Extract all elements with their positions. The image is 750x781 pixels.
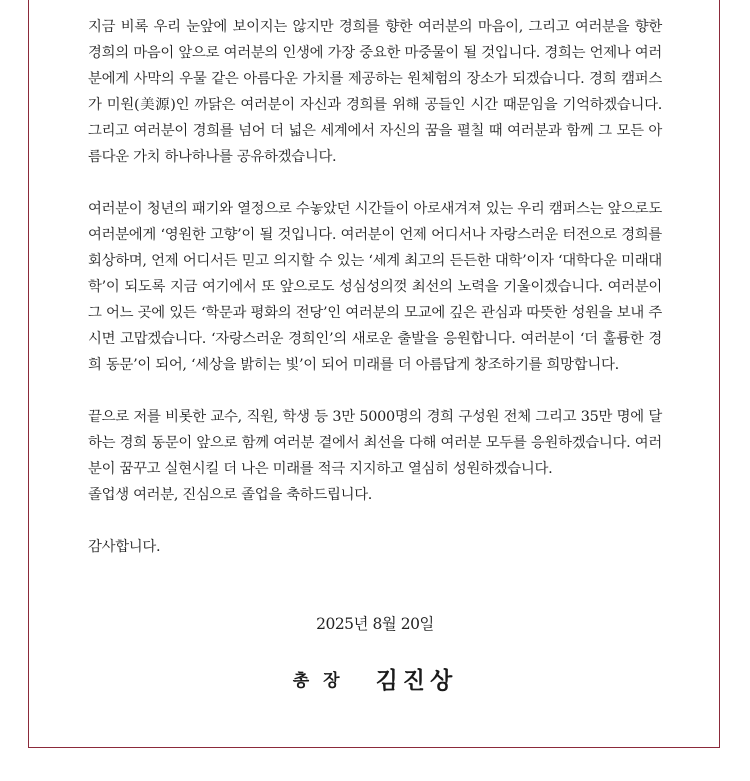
letter-date: 2025년 8월 20일: [316, 615, 434, 633]
paragraph-1: 지금 비록 우리 눈앞에 보이지는 않지만 경희를 향한 여러분의 마음이, 그리고 여러분을 향한 경희의 마음이 앞으로 여러분의 인생에 가장 중요한 마중물이 될 것입니다. 경희는 언제나 여러분에게 사막의 우물 같은 아름다운 가치를 제공하는 원체험의 장소가 되겠습니다. 경희 캠퍼스가 미원(美源)인 까닭은 여러분이 자신과 경희를 위해 공들인 시간 때문임을 기억하겠습니다. 그리고 여러분이 경희를 넘어 더 넓은 세계에서 자신의 꿈을 펼칠 때 여러분과 함께 그 모든 아름다운 가치 하나하나를 공유하겠습니다.: [88, 19, 662, 165]
paragraph-2: 여러분이 청년의 패기와 열정으로 수놓았던 시간들이 아로새겨져 있는 우리 캠퍼스는 앞으로도 여러분에게 ‘영원한 고향’이 될 것입니다. 여러분이 언제 어디서나 자랑스러운 터전으로 경희를 회상하며, 언제 어디서든 믿고 의지할 수 있는 ‘세계 최고의 든든한 대학’이자 ‘대학다운 미래대학’이 되도록 지금 여기에서 또 앞으로도 성심성의껏 최선의 노력을 기울이겠습니다. 여러분이 그 어느 곳에 있든 ‘학문과 평화의 전당’인 여러분의 모교에 깊은 관심과 따뜻한 성원을 보내 주시면 고맙겠습니다. ‘자랑스러운 경희인’의 새로운 출발을 응원합니다. 여러분이 ‘더 훌륭한 경희 동문’이 되어, ‘세상을 밝히는 빛’이 되어 미래를 더 아름답게 창조하기를 희망합니다.: [88, 201, 662, 373]
paragraph-4: 졸업생 여러분, 진심으로 졸업을 축하드립니다.: [88, 487, 373, 503]
signature-name: 김진상: [375, 667, 458, 694]
signature-block: [0, 662, 750, 695]
closing-thanks: 감사합니다.: [88, 539, 161, 555]
paragraph-3: 끝으로 저를 비롯한 교수, 직원, 학생 등 3만 5000명의 경희 구성원 전체 그리고 35만 명에 달하는 경희 동문이 앞으로 함께 여러분 곁에서 최선을 다해 여러분 모두를 응원하겠습니다. 여러분이 꿈꾸고 실현시킬 더 나은 미래를 적극 지지하고 열심히 성원하겠습니다.: [88, 409, 662, 477]
signature-title: 총장: [292, 671, 354, 691]
letter-body: [88, 14, 662, 560]
